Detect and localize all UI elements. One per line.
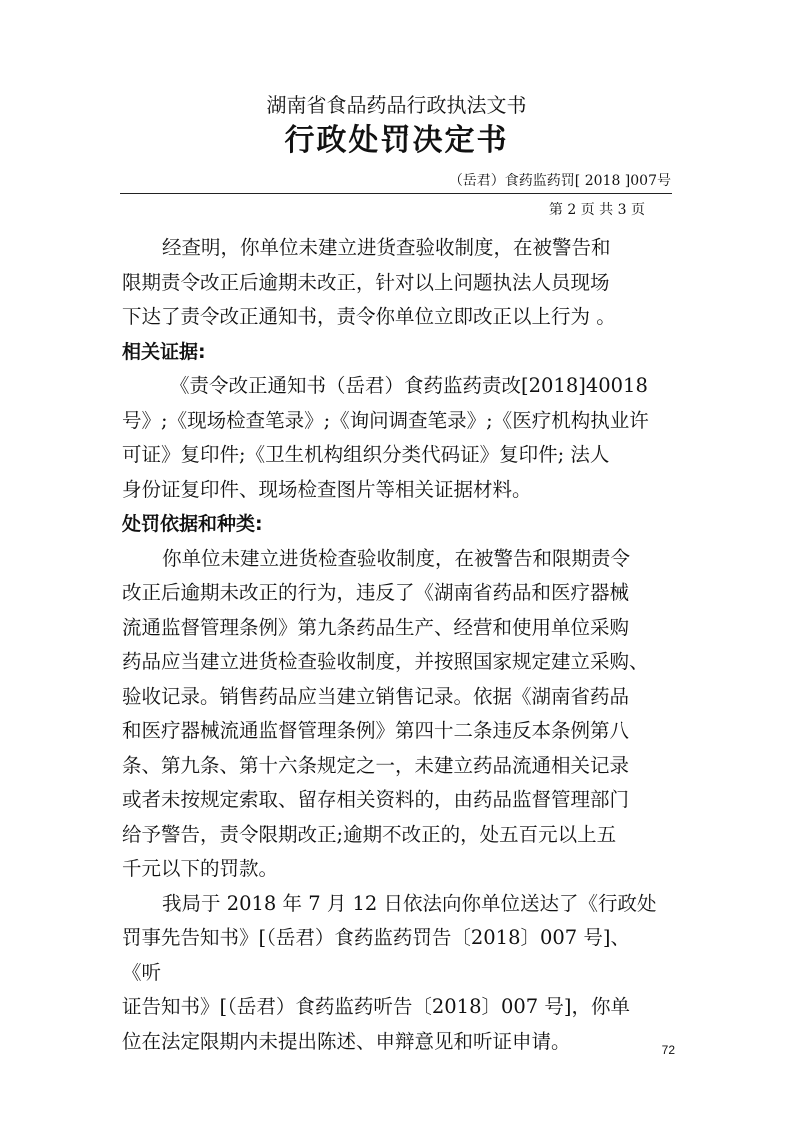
page-number: 72 (661, 1043, 675, 1057)
basis-line: 流通监督管理条例》第九条药品生产、经营和使用单位采购 (122, 615, 630, 639)
findings-line: 下达了责令改正通知书，责令你单位立即改正以上行为 。 (122, 305, 616, 328)
basis-line: 条、第九条、第十六条规定之一，未建立药品流通相关记录 (122, 753, 630, 777)
document-title: 行政处罚决定书 (284, 123, 509, 158)
basis-line: 千元以下的罚款。 (122, 857, 279, 880)
findings-line: 限期责令改正后逾期未改正，针对以上问题执法人员现场 (122, 270, 610, 294)
notice-line: 《听 (122, 960, 162, 984)
basis-line: 验收记录。销售药品应当建立销售记录。依据《湖南省药品 (122, 684, 630, 708)
basis-line: 给予警告，责令限期改正;逾期不改正的，处五百元以上五 (122, 822, 617, 846)
evidence-line: 号》;《现场检查笔录》;《询问调查笔录》;《医疗机构执业许 (122, 408, 649, 432)
notice-line: 位在法定限期内未提出陈述、申辩意见和听证申请。 (122, 1029, 571, 1053)
page-count: 第 2 页 共 3 页 (548, 202, 645, 218)
basis-line: 或者未按规定索取、留存相关资料的，由药品监督管理部门 (122, 788, 630, 811)
issuing-agency: 湖南省食品药品行政执法文书 (266, 93, 527, 117)
findings-line: 经查明，你单位未建立进货查验收制度，在被警告和 (162, 236, 611, 259)
basis-line: 药品应当建立进货检查验收制度，并按照国家规定建立采购、 (122, 650, 649, 673)
evidence-line: 可证》复印件;《卫生机构组织分类代码证》复印件; 法人 (122, 443, 610, 466)
notice-line: 证告知书》[（岳君）食药监药听告〔2018〕007 号]，你单 (122, 995, 631, 1018)
notice-line: 罚事先告知书》[（岳君）食药监药罚告〔2018〕007 号]、 (122, 926, 631, 949)
evidence-heading: 相关证据: (122, 340, 206, 363)
basis-line: 和医疗器械流通监督管理条例》第四十二条违反本条例第八 (122, 719, 630, 742)
basis-line: 改正后逾期未改正的行为，违反了《湖南省药品和医疗器械 (122, 581, 630, 604)
evidence-line: 《责令改正通知书（岳君）食药监药责改[2018]40018 (170, 374, 648, 397)
basis-line: 你单位未建立进货检查验收制度，在被警告和限期责令 (162, 546, 631, 570)
notice-line: 我局于 2018 年 7 月 12 日依法向你单位送达了《行政处 (162, 891, 657, 915)
document-number: （岳君）食药监药罚[ 2018 ]007号 (448, 173, 671, 189)
document-body (122, 231, 682, 1059)
penalty-basis-heading: 处罚依据和种类: (122, 513, 263, 535)
evidence-line: 身份证复印件、现场检查图片等相关证据材料。 (122, 477, 532, 501)
header-divider (120, 193, 672, 194)
